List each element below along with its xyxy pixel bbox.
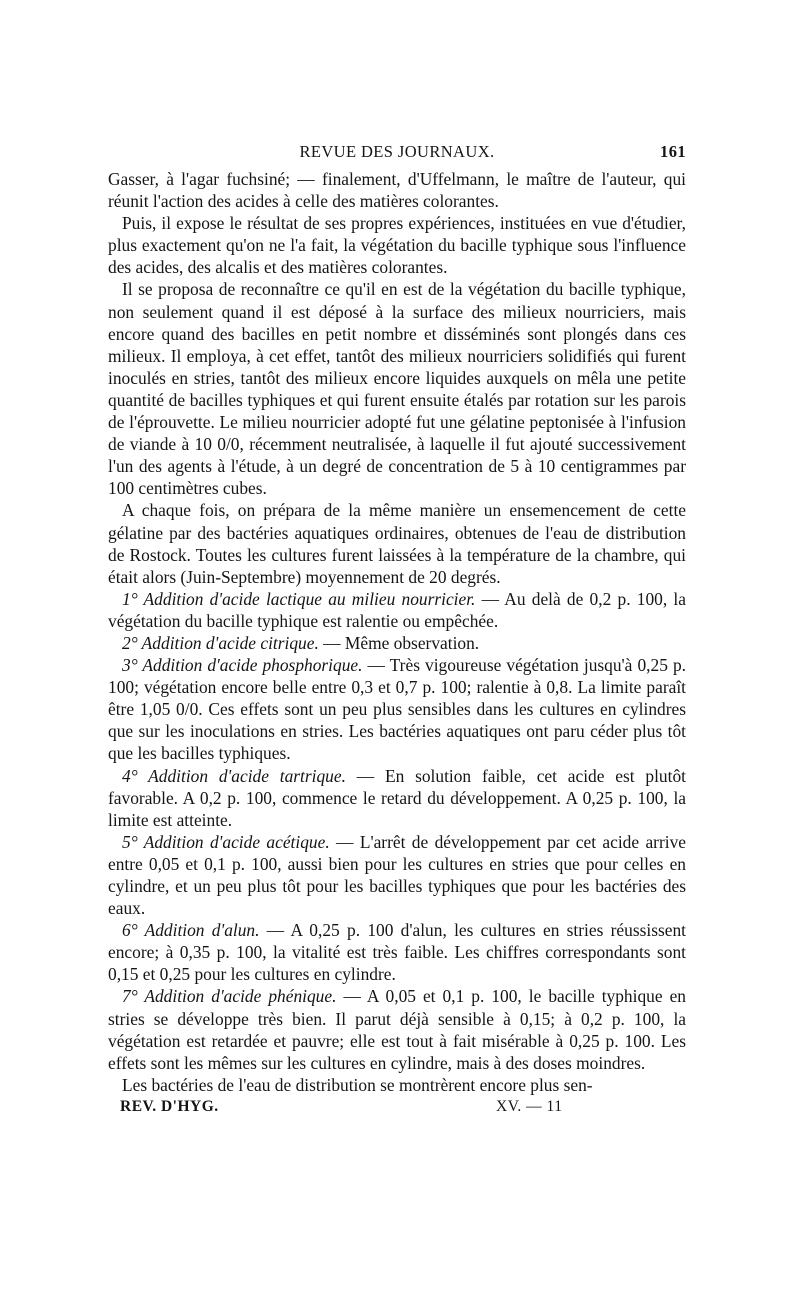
subheading: 5° Addition d'acide acétique. bbox=[122, 831, 330, 852]
paragraph: A chaque fois, on prépara de la même manière un ensemencement de cette gélatine par des bactéries aquatiques ordinaires, obtenues de l'eau de distribution de Rostock. Toutes les cultures furent laissées à la température de la chambre, qui était alors (Juin-Septembre) moyennement de 20 degrés. bbox=[108, 500, 686, 587]
page-number: 161 bbox=[660, 142, 686, 161]
paragraph: Gasser, à l'agar fuchsiné; — finalement, d'Uffelmann, le maître de l'auteur, qui réunit l'action des acides à celle des matières colorantes. bbox=[108, 169, 686, 212]
paragraph: Les bactéries de l'eau de distribution se montrèrent encore plus sen- bbox=[122, 1074, 593, 1095]
paragraph-lactic-acid: 1° Addition d'acide lactique au milieu nourricier. — Au delà de 0,2 p. 100, la végétation du bacille typhique est ralentie ou empêchée. bbox=[108, 588, 686, 631]
subheading: 6° Addition d'alun. bbox=[122, 920, 260, 941]
paragraph: Puis, il expose le résultat de ses propres expériences, instituées en vue d'étudier, plus exactement qu'on ne l'a fait, la végétation du bacille typhique sous l'influence des acides, des alcalis et des matières colorantes. bbox=[108, 213, 686, 278]
subheading: 3° Addition d'acide phosphorique. bbox=[122, 655, 363, 676]
subheading: 1° Addition d'acide lactique au milieu nourricier. bbox=[122, 588, 476, 609]
paragraph-tartaric-acid: 4° Addition d'acide tartrique. — En solution faible, cet acide est plutôt favorable. A 0,2 p. 100, commence le retard du développement. A 0,25 p. 100, la limite est atteinte. bbox=[108, 765, 686, 830]
subheading: 2° Addition d'acide citrique. bbox=[122, 632, 319, 653]
signature-mark: REV. D'HYG. bbox=[120, 1097, 219, 1115]
paragraph-alum: 6° Addition d'alun. — A 0,25 p. 100 d'alun, les cultures en stries réussissent encore; à 0,35 p. 100, la vitalité est très faible. Les chiffres correspondants sont 0,15 et 0,25 pour les cultures en cylindre. bbox=[108, 920, 686, 985]
subheading: 4° Addition d'acide tartrique. bbox=[122, 765, 346, 786]
paragraph-phenic-acid: 7° Addition d'acide phénique. — A 0,05 et 0,1 p. 100, le bacille typhique en stries se développe très bien. Il parut déjà sensible à 0,15; à 0,2 p. 100, la végétation est retardée et pauvre; elle est tout à fait misérable à 0,25 p. 100. Les effets sont les mêmes sur les cultures en cylindre, mais à des doses moindres. bbox=[108, 986, 686, 1073]
running-head bbox=[108, 138, 686, 168]
paragraph: Il se proposa de reconnaître ce qu'il en est de la végétation du bacille typhique, non seulement quand il est déposé à la surface des milieux nourriciers, mais encore quand des bacilles en petit nombre et disséminés sont plongés dans ces milieux. Il employa, à cet effet, tantôt des milieux nourriciers solidifiés qui furent inoculés en stries, tantôt des milieux encore liquides auxquels on mêla une petite quantité de bacilles typhiques et qui furent ensuite étalés par rotation sur les parois de l'éprouvette. Le milieu nourricier adopté fut une gélatine peptonisée à l'infusion de viande à 10 0/0, récemment neutralisée, à laquelle il fut ajouté successivement l'un des agents à l'étude, à un degré de concentration de 5 à 10 centigrammes par 100 centimètres cubes. bbox=[108, 279, 686, 499]
page-footer bbox=[108, 1096, 686, 1122]
subheading: 7° Addition d'acide phénique. bbox=[122, 986, 337, 1007]
paragraph-phosphoric-acid: 3° Addition d'acide phosphorique. — Très vigoureuse végétation jusqu'à 0,25 p. 100; végétation encore belle entre 0,3 et 0,7 p. 100; ralentie à 0,8. La limite paraît être 1,05 0/0. Ces effets sont un peu plus sensibles dans les cultures en cylindres que sur les inoculations en stries. Les bactéries aquatiques ont paru céder plus tôt que les bacilles typhiques. bbox=[108, 655, 686, 764]
page bbox=[108, 138, 686, 1122]
paragraph-acetic-acid: 5° Addition d'acide acétique. — L'arrêt de développement par cet acide arrive entre 0,05 et 0,1 p. 100, aussi bien pour les cultures en stries que pour celles en cylindre, et un peu plus tôt pour les bacilles typhiques que pour les bactéries des eaux. bbox=[108, 831, 687, 919]
paragraph-citric-acid: 2° Addition d'acide citrique. — Même observation. bbox=[122, 632, 480, 653]
running-title: REVUE DES JOURNAUX. bbox=[299, 142, 495, 161]
article-body bbox=[108, 168, 686, 1096]
volume-signature: XV. — 11 bbox=[496, 1097, 563, 1115]
